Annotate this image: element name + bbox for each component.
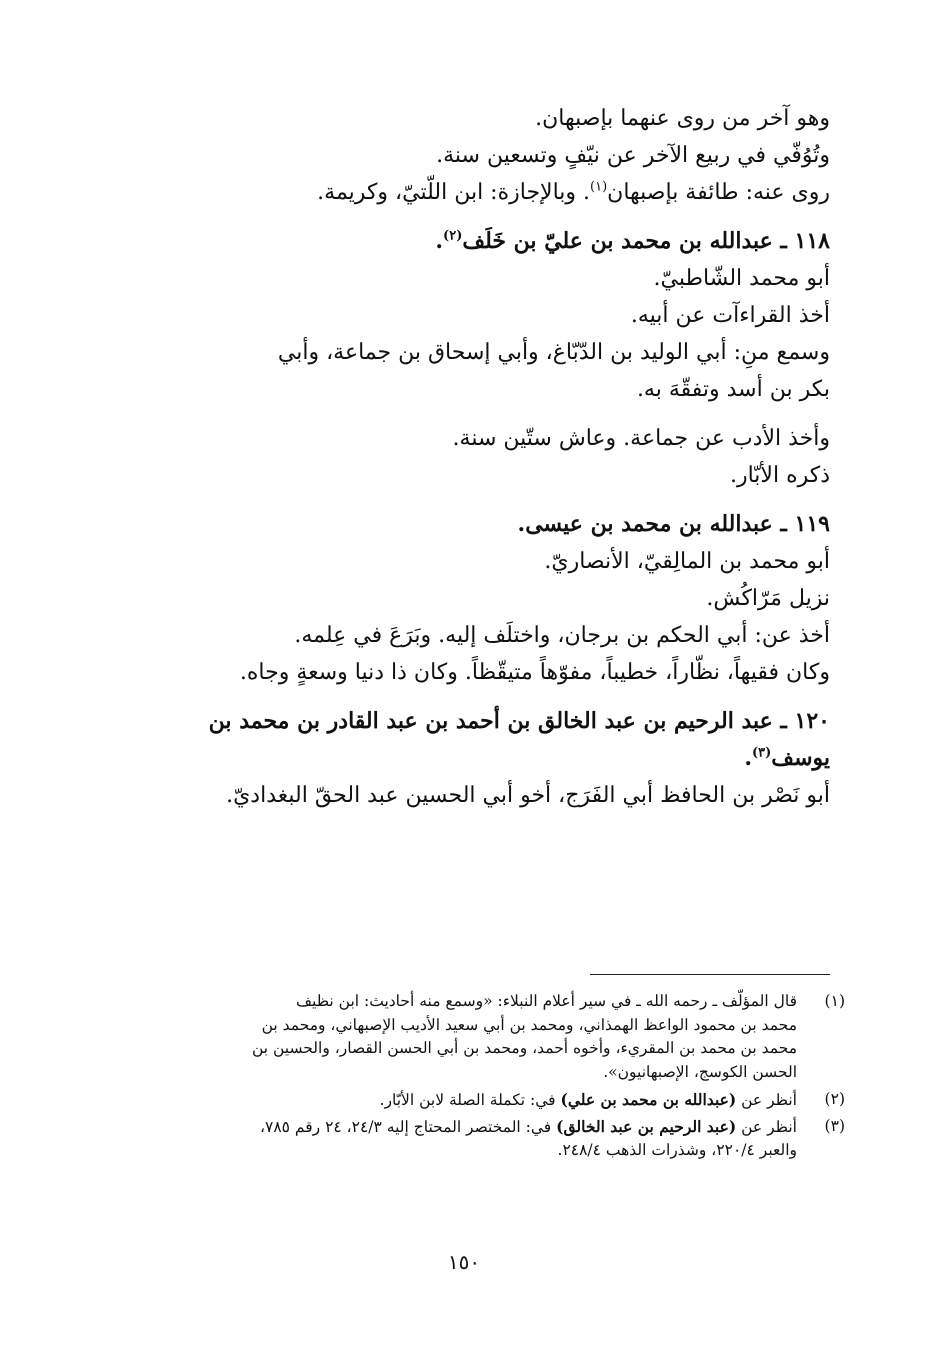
footnote-body (100, 1088, 797, 1113)
footnote-text: أنظر عن (736, 1117, 797, 1136)
footnote-line: قال المؤلّف ـ رحمه الله ـ في سير أعلام النبلاء: «وسمع منه أحاديث: ابن نظيف (295, 992, 797, 1010)
main-text (100, 100, 830, 814)
entry-heading-120-cont (100, 740, 830, 777)
footnote-line: محمد بن محمود الواعظ الهمذاني، ومحمد بن أبي سعيد الأديب الإصبهاني، ومحمد بن (261, 1015, 797, 1034)
footnote-ref-3[interactable]: (٣) (752, 745, 772, 761)
footnote-body (100, 990, 797, 1084)
footnote-ref-2[interactable]: (٢) (443, 228, 463, 244)
text-line: أبو محمد بن المالِقيّ، الأنصاريّ. (544, 549, 830, 574)
text-line: وكان فقيهاً، نظّاراً، خطيباً، مفوّهاً متيقّظاً. وكان ذا دنيا وسعةٍ وجاه. (239, 660, 830, 685)
footnote-line (100, 1115, 797, 1140)
text-line: وأخذ الأدب عن جماعة. وعاش ستّين سنة. (452, 426, 830, 451)
entry-title-end: . (744, 745, 752, 771)
text-line: نزيل مَرّاكُش. (706, 586, 830, 611)
cited-name: (عبد الرحيم بن عبد الخالق) (556, 1116, 737, 1136)
footnote-ref-1[interactable]: (١) (590, 179, 608, 195)
text-line: أخذ القراءآت عن أبيه. (630, 303, 830, 328)
footnote-text: أنظر عن (736, 1091, 797, 1109)
footnotes (100, 990, 845, 1163)
footnote-number: (٣) (824, 1116, 845, 1135)
footnote-divider (590, 974, 830, 975)
text-line: وهو آخر من روى عنهما بإصبهان. (535, 106, 830, 131)
footnote-text: في: المختصر المحتاج إليه ٢٤/٣، ٢٤ رقم ٧٨٥، (259, 1117, 557, 1136)
text-line: وتُوُفّي في ربيع الآخر عن نيّفٍ وتسعين سنة. (436, 143, 830, 168)
entry-title: يوسف (771, 745, 830, 771)
footnote-body (100, 1115, 797, 1163)
footnote-line: الحسن الكوسج، الإصبهانيون». (603, 1062, 797, 1081)
footnote-line (100, 1088, 797, 1113)
text-line: ذكره الأبّار. (729, 463, 830, 488)
entry-heading-118 (100, 223, 830, 260)
footnote-2 (100, 1088, 845, 1113)
text-segment: . وبالإجازة: ابن اللّتيّ، وكريمة. (317, 180, 591, 205)
entry-heading-119: ١١٩ ـ عبدالله بن محمد بن عيسى. (517, 511, 830, 537)
footnote-line: محمد بن محمد بن المقريء، وأخوه أحمد، ومحمد بن أبي الحسن القصار، والحسين بن (251, 1039, 797, 1057)
entry-title-end: . (435, 228, 444, 254)
footnote-1 (100, 990, 845, 1084)
entry-heading-120: ١٢٠ ـ عبد الرحيم بن عبد الخالق بن أحمد بن عبد القادر بن محمد بن (208, 708, 830, 734)
footnote-text: في: تكملة الصلة لابن الأبّار. (379, 1091, 561, 1109)
text-line: أخذ عن: أبي الحكم بن برجان، واختلَف إليه. وبَرَعَ في عِلمه. (294, 623, 830, 648)
text-line (100, 174, 830, 211)
text-line: بكر بن أسد وتفقّهَ به. (636, 377, 830, 402)
text-line: أبو محمد الشّاطبيّ. (653, 266, 830, 291)
footnote-line: والعبر ٢٢٠/٤، وشذرات الذهب ٢٤٨/٤. (557, 1141, 797, 1159)
footnote-number: (٢) (824, 1090, 845, 1108)
entry-title: ١١٨ ـ عبدالله بن محمد بن عليّ بن خَلَف (462, 228, 830, 254)
page-number: ١٥٠ (447, 1250, 481, 1274)
text-line: أبو نَصْر بن الحافظ أبي الفَرَج، أخو أبي الحسين عبد الحقّ البغداديّ. (226, 783, 830, 808)
text-line: وسمع منِ: أبي الوليد بن الدّبّاغ، وأبي إسحاق بن جماعة، وأبي (277, 340, 830, 365)
footnote-number: (١) (824, 992, 845, 1010)
text-segment: روى عنه: طائفة بإصبهان (607, 180, 830, 205)
cited-name: (عبدالله بن محمد بن علي) (560, 1090, 737, 1109)
footnote-3 (100, 1115, 845, 1163)
